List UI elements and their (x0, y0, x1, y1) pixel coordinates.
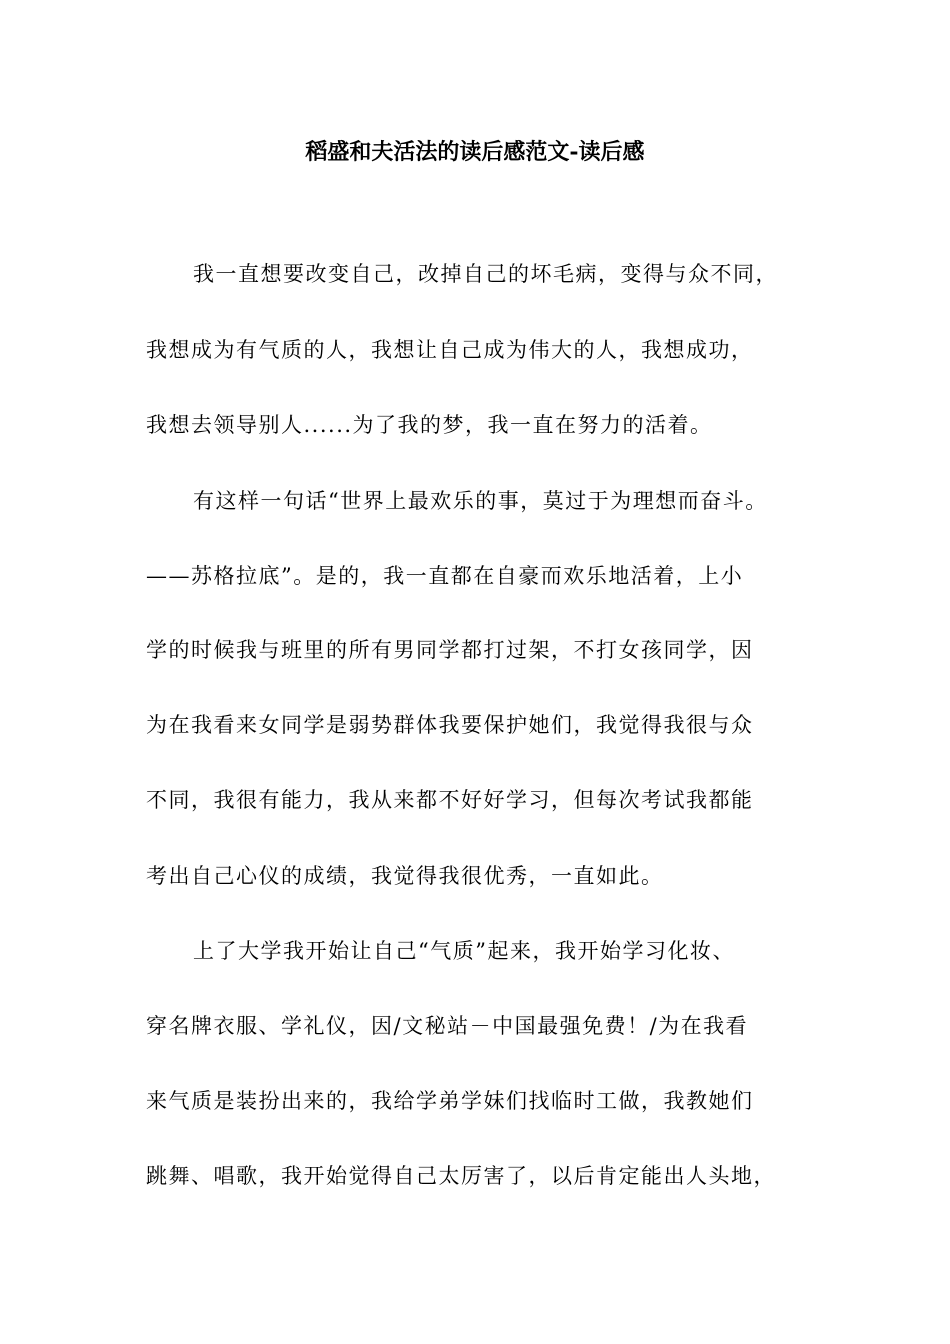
paragraph-2-line-4: 为在我看来女同学是弱势群体我要保护她们，我觉得我很与众 (146, 713, 754, 737)
paragraph-1-line-3: 我想去领导别人......为了我的梦，我一直在努力的活着。 (146, 413, 713, 437)
paragraph-2-line-3: 学的时候我与班里的所有男同学都打过架，不打女孩同学，因 (146, 638, 754, 662)
paragraph-2-line-1: 有这样一句话“世界上最欢乐的事，莫过于为理想而奋斗。 (193, 489, 768, 513)
paragraph-2-line-6: 考出自己心仪的成绩，我觉得我很优秀，一直如此。 (146, 864, 664, 888)
paragraph-2-line-2: ——苏格拉底”。是的，我一直都在自豪而欢乐地活着，上小 (146, 564, 744, 588)
paragraph-3-line-1: 上了大学我开始让自己“气质”起来，我开始学习化妆、 (193, 939, 735, 963)
paragraph-3-line-3: 来气质是装扮出来的，我给学弟学妹们找临时工做，我教她们 (146, 1089, 754, 1113)
paragraph-3-line-4: 跳舞、唱歌，我开始觉得自己太厉害了，以后肯定能出人头地， (146, 1164, 776, 1188)
document-title: 稻盛和夫活法的读后感范文-读后感 (305, 139, 645, 165)
paragraph-2-line-5: 不同，我很有能力，我从来都不好好学习，但每次考试我都能 (146, 788, 754, 812)
paragraph-3-line-2: 穿名牌衣服、学礼仪，因/文秘站－中国最强免费！/为在我看 (146, 1014, 749, 1038)
paragraph-1-line-1: 我一直想要改变自己，改掉自己的坏毛病，变得与众不同， (193, 262, 778, 286)
paragraph-1-line-2: 我想成为有气质的人，我想让自己成为伟大的人，我想成功， (146, 338, 754, 362)
